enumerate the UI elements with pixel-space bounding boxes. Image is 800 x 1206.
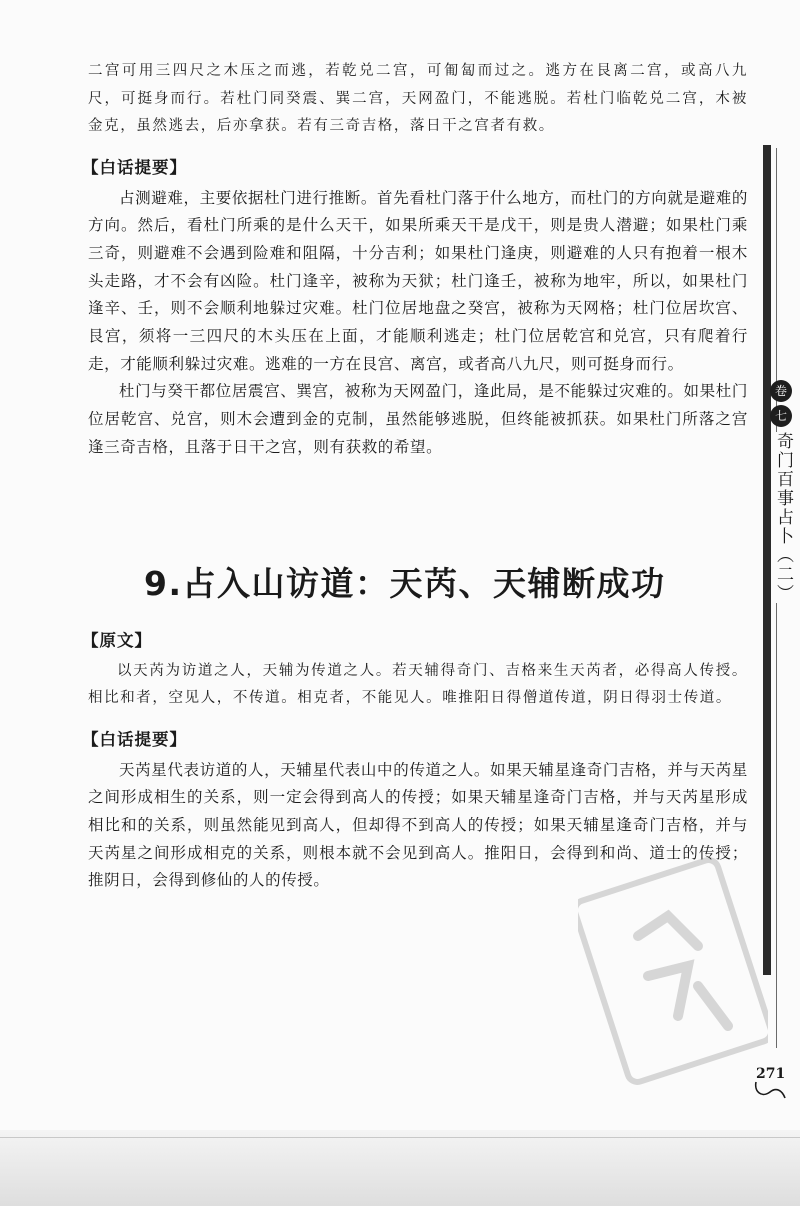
watermark-seal-icon	[578, 846, 768, 1096]
running-book-title: 奇门百事占卜（二）	[772, 432, 796, 603]
section-vernacular-text: 天芮星代表访道的人，天辅星代表山中的传道之人。如果天辅星逢奇门吉格，并与天芮星之间形成相生的关系，则一定会得到高人的传授；如果天辅星逢奇门吉格，并与天芮星形成相比和的关系，则虽然能见到高人，但却得不到高人的传授；如果天辅星逢奇门吉格，并与天芮星之间形成相克的关系，则根本就不会见到高人。推阳日，会得到和尚、道士的传授；推阴日，会得到修仙的人的传授。	[88, 760, 748, 890]
vernacular-paragraph-2: 杜门与癸干都位居震宫、巽宫，被称为天网盈门，逢此局，是不能躲过灾难的。如果杜门位居乾宫、兑宫，则木会遭到金的克制，虽然能够逃脱，但终能被抓获。如果杜门所落之宫逢三奇吉格，且落于日干之宫，则有获救的希望。	[88, 382, 748, 456]
section-title: 9.占入山访道：天芮、天辅断成功	[144, 563, 666, 603]
volume-char-2: 七	[770, 405, 792, 427]
vernacular-paragraph-1: 占测避难，主要依据杜门进行推断。首先看杜门落于什么地方，而杜门的方向就是避难的方向。然后，看杜门所乘的是什么天干，如果所乘天干是戊干，则是贵人潜避；如果杜门乘三奇，则避难不会遇到险难和阻隔，十分吉利；如果杜门逢庚，则避难的人只有抱着一根木头走路，才不会有凶险。杜门逢辛，被称为天狱；杜门逢壬，被称为地牢，所以，如果杜门逢辛、壬，则不会顺利地躲过灾难。杜门位居地盘之癸宫，被称为天网格；杜门位居坎宫、艮宫，须将一三四尺的木头压在上面，才能顺利逃走；杜门位居乾宫和兑宫，只有爬着行走，才能顺利躲过灾难。逃难的一方在艮宫、离宫，或者高八九尺，则可挺身而行。	[88, 188, 748, 373]
scan-shadow	[0, 1130, 800, 1206]
vernacular-label-1: 【白话提要】	[82, 157, 187, 177]
page-content	[82, 58, 748, 895]
original-label: 【原文】	[82, 630, 152, 650]
page-bottom-rule	[0, 1137, 800, 1138]
page-number: 271	[756, 1066, 786, 1082]
volume-char-1: 卷	[770, 380, 792, 402]
section-original-text: 以天芮为访道之人，天辅为传道之人。若天辅得奇门、吉格来生天芮者，必得高人传授。相比和者，空见人，不传道。相克者，不能见人。唯推阳日得僧道传道，阴日得羽士传道。	[88, 662, 748, 707]
continued-original-text: 二宫可用三四尺之木压之而逃，若乾兑二宫，可匍匐而过之。逃方在艮离二宫，或高八九尺，可挺身而行。若杜门同癸震、巽二宫，天网盈门，不能逃脱。若杜门临乾兑二宫，木被金克，虽然逃去，后亦拿获。若有三奇吉格，落日干之宫者有救。	[88, 63, 748, 134]
vernacular-label-2: 【白话提要】	[82, 729, 187, 749]
volume-badge	[768, 380, 794, 427]
